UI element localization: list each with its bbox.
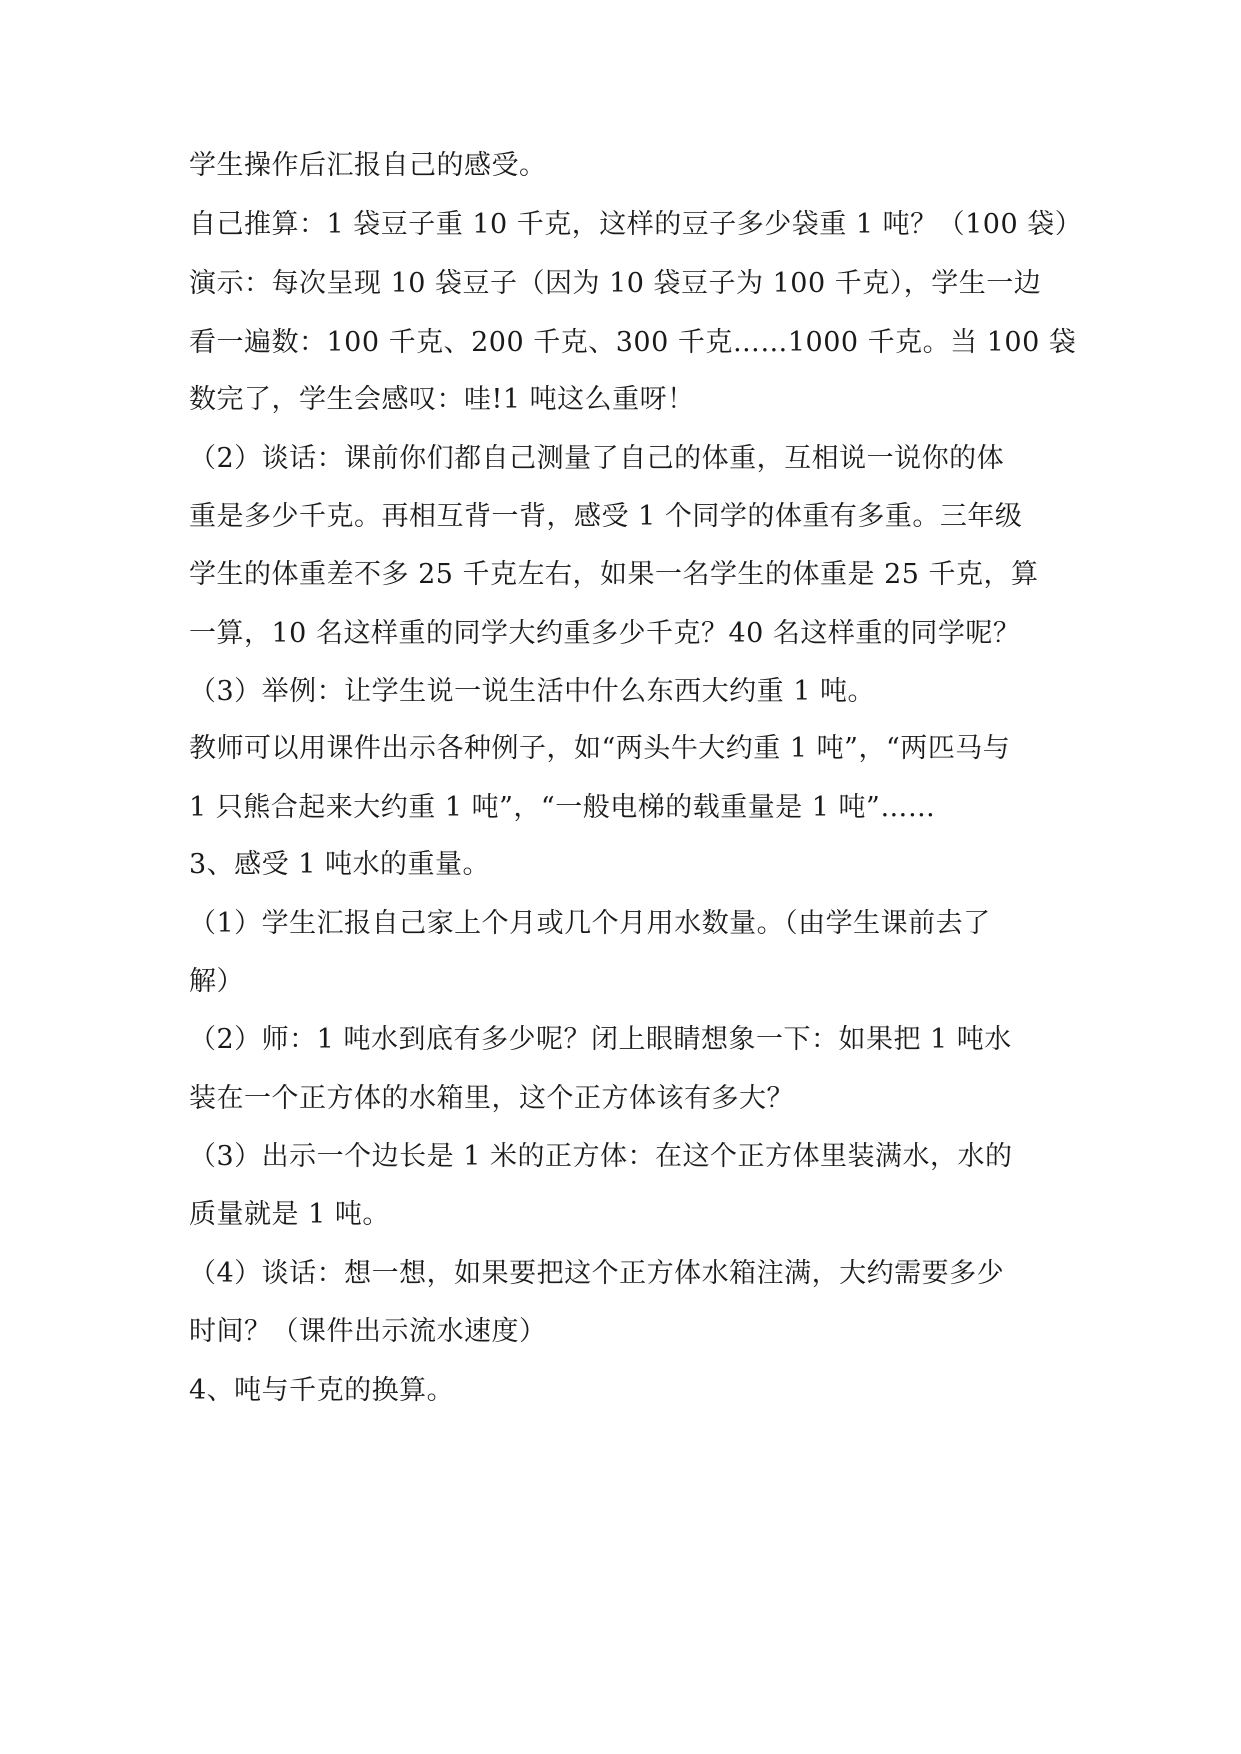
text-line: 自己推算：1 袋豆子重 10 千克，这样的豆子多少袋重 1 吨？（100 袋） [189,209,1083,240]
text-line: 演示：每次呈现 10 袋豆子（因为 10 袋豆子为 100 千克），学生一边 [189,268,1042,299]
text-line: 学生的体重差不多 25 千克左右，如果一名学生的体重是 25 千克，算 [189,559,1039,590]
text-line: 学生操作后汇报自己的感受。 [189,150,547,181]
text-line: （3）出示一个边长是 1 米的正方体：在这个正方体里装满水，水的 [189,1141,1013,1172]
text-line: 重是多少千克。再相互背一背，感受 1 个同学的体重有多重。三年级 [189,501,1023,532]
text-line: 一算，10 名这样重的同学大约重多少千克？40 名这样重的同学呢？ [189,618,1021,649]
text-line: （3）举例：让学生说一说生活中什么东西大约重 1 吨。 [189,676,876,707]
text-line: 4、吨与千克的换算。 [189,1375,455,1406]
text-line: 解） [189,966,244,997]
text-line: 质量就是 1 吨。 [189,1199,390,1230]
text-line: （2）谈话：课前你们都自己测量了自己的体重，互相说一说你的体 [189,443,1005,474]
text-line: 时间？（课件出示流水速度） [189,1316,547,1347]
text-line: 装在一个正方体的水箱里，这个正方体该有多大？ [189,1083,794,1114]
text-line: 看一遍数：100 千克、200 千克、300 千克……1000 千克。当 100 袋 [189,327,1077,358]
text-line: （4）谈话：想一想，如果要把这个正方体水箱注满，大约需要多少 [189,1258,1005,1289]
text-line: 数完了，学生会感叹：哇!1 吨这么重呀！ [189,384,695,415]
text-line: 教师可以用课件出示各种例子，如“两头牛大约重 1 吨”，“两匹马与 [189,733,1011,764]
text-line: 3、感受 1 吨水的重量。 [189,849,491,880]
text-line: 1 只熊合起来大约重 1 吨”，“一般电梯的载重量是 1 吨”…… [189,792,936,823]
text-line: （1）学生汇报自己家上个月或几个月用水数量。（由学生课前去了 [189,908,991,939]
text-line: （2）师：1 吨水到底有多少呢？闭上眼睛想象一下：如果把 1 吨水 [189,1024,1012,1055]
